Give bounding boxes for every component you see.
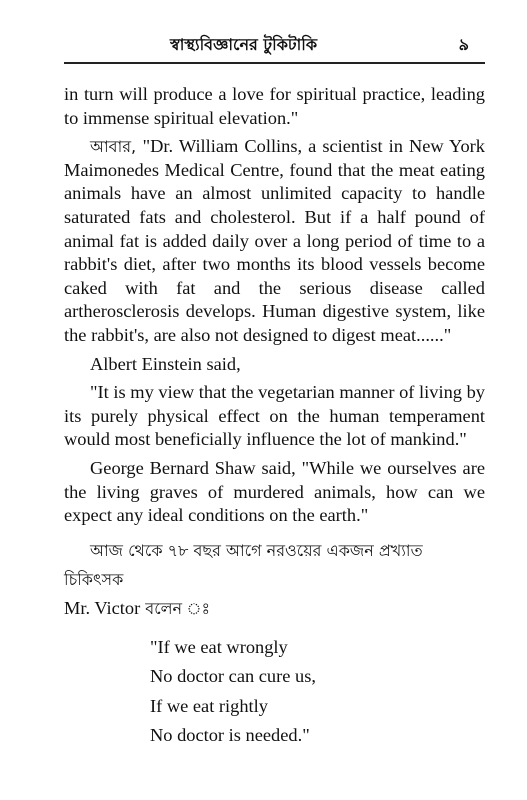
collins-quote-text: "Dr. William Collins, a scientist in New York Maimonedes Medical Centre, found that the meat eating animals have an almost unlimited capacity to handle saturated fats and cholesterol. But if a half pound of animal fat is added daily over a long period of time to a rabbit's diet, after two months its blood vessels become caked with fat and the serious disease called artherosclerosis develops. Human digestive system, like the rabbit's, are also not designed to digest meat......" xyxy=(64,136,485,345)
bengali-prefix: আবার, xyxy=(90,137,143,157)
header-rule xyxy=(64,62,485,64)
victor-name: Mr. Victor xyxy=(64,597,141,618)
poem-line: If we eat rightly xyxy=(150,695,268,716)
paragraph-continuation: in turn will produce a love for spiritual practice, leading to immense spiritual elevation." xyxy=(64,84,485,128)
poem-line: "If we eat wrongly xyxy=(150,636,288,657)
page-number: ৯ xyxy=(458,35,469,54)
paragraph-shaw-quote: George Bernard Shaw said, "While we ourselves are the living graves of murdered animals, how can we expect any ideal conditions on the earth." xyxy=(64,457,485,526)
body-text xyxy=(64,83,485,751)
paragraph-victor-intro xyxy=(64,536,485,623)
poem-quote xyxy=(150,633,485,751)
paragraph-einstein-quote: "It is my view that the vegetarian manner of living by its purely physical effect on the human temperament would most beneficially influence the lot of mankind." xyxy=(64,382,485,450)
paragraph-collins-quote xyxy=(64,135,485,347)
bengali-intro-line: আজ থেকে ৭৮ বছর আগে নরওয়ের একজন প্রখ্যাত চিকিৎসক xyxy=(64,540,423,589)
poem-line: No doctor can cure us, xyxy=(150,666,316,687)
page-header xyxy=(0,22,527,62)
running-title: স্বাস্থ্যবিজ্ঞানের টুকিটাকি xyxy=(170,35,318,54)
paragraph-einstein-intro: Albert Einstein said, xyxy=(90,353,241,374)
poem-line: No doctor is needed." xyxy=(150,725,310,746)
bengali-said: বলেন ঃ xyxy=(140,598,211,618)
